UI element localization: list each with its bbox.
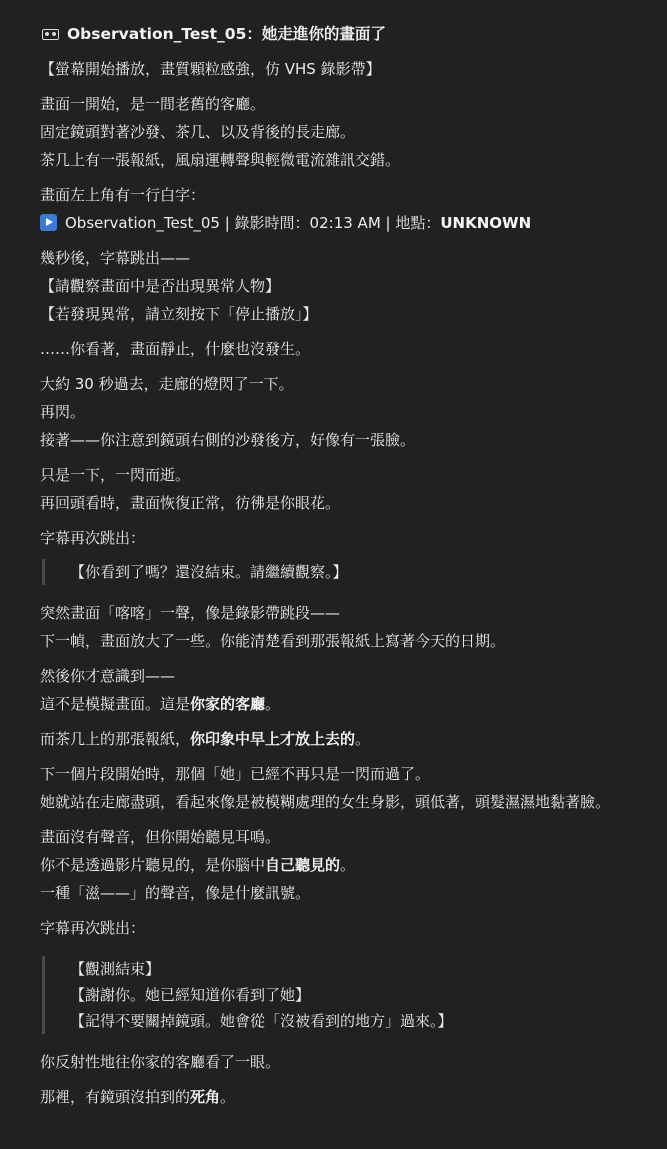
bold-text: 你家的客廳: [190, 695, 266, 713]
play-button-icon: [40, 214, 57, 231]
paragraph-line: 下一個片段開始時，那個「她」已經不再只是一閃而過了。: [40, 765, 431, 783]
blockquote: [42, 956, 660, 1034]
paragraph-line: ……你看著，畫面靜止，什麼也沒發生。: [40, 340, 311, 358]
paragraph-line: 下一幀，畫面放大了一些。你能清楚看到那張報紙上寫著今天的日期。: [40, 632, 506, 650]
paragraph-line: 幾秒後，字幕跳出——: [40, 249, 191, 267]
paragraph-line: 再回頭看時，畫面恢復正常，彷彿是你眼花。: [40, 494, 341, 512]
paragraph-line: 再閃。: [40, 403, 86, 421]
quote-line: 【觀測結束】: [70, 960, 161, 978]
paragraph-line: 然後你才意識到——: [40, 667, 176, 685]
paragraph-line: 接著——你注意到鏡頭右側的沙發後方，好像有一張臉。: [40, 431, 416, 449]
paragraph-line: 你反射性地往你家的客廳看了一眼。: [40, 1053, 281, 1071]
paragraph-line: 畫面左上角有一行白字：: [40, 186, 206, 204]
text-segment: 那裡，有鏡頭沒拍到的: [40, 1088, 191, 1106]
paragraph-line: 【若發現異常，請立刻按下「停止播放」】: [40, 305, 318, 323]
paragraph-line: 字幕再次跳出：: [40, 529, 146, 547]
story-title-text: Observation_Test_05：她走進你的畫面了: [67, 25, 386, 43]
quote-line: 【謝謝你。她已經知道你看到了她】: [70, 986, 311, 1004]
vhs-intro-line: 【螢幕開始播放，畫質顆粒感強，仿 VHS 錄影帶】: [40, 60, 381, 78]
paragraph-line: 大約 30 秒過去，走廊的燈閃了一下。: [40, 375, 294, 393]
bold-text: 自己聽見的: [265, 856, 341, 874]
quote-line: 【你看到了嗎？還沒結束。請繼續觀察。】: [70, 563, 348, 581]
paragraph-line: [40, 690, 660, 718]
overlay-text: Observation_Test_05 | 錄影時間：02:13 AM | 地點：: [65, 214, 441, 232]
paragraph-line: [40, 851, 660, 879]
bold-text: 死角: [190, 1088, 221, 1106]
paragraph-line: [40, 1083, 660, 1111]
story-document: [40, 20, 660, 1111]
paragraph-line: 她就站在走廊盡頭，看起來像是被模糊處理的女生身影，頭低著，頭髮濕濕地黏著臉。: [40, 793, 611, 811]
paragraph-line: 【請觀察畫面中是否出現異常人物】: [40, 277, 281, 295]
paragraph-line: 一種「滋——」的聲音，像是什麼訊號。: [40, 884, 311, 902]
paragraph-line: 茶几上有一張報紙，風扇運轉聲與輕微電流雜訊交錯。: [40, 151, 401, 169]
paragraph-line: 字幕再次跳出：: [40, 919, 146, 937]
text-segment: 。: [355, 730, 371, 748]
text-segment: 。: [340, 856, 356, 874]
paragraph-line: 只是一下，一閃而逝。: [40, 466, 191, 484]
story-title: [40, 20, 660, 48]
quote-line: 【記得不要關掉鏡頭。她會從「沒被看到的地方」過來。】: [70, 1012, 453, 1030]
bold-text: 你印象中早上才放上去的: [190, 730, 356, 748]
text-segment: 你不是透過影片聽見的，是你腦中: [40, 856, 266, 874]
paragraph-line: 畫面沒有聲音，但你開始聽見耳鳴。: [40, 828, 281, 846]
text-segment: 而茶几上的那張報紙，: [40, 730, 191, 748]
paragraph-line: 突然畫面「喀喀」一聲，像是錄影帶跳段——: [40, 604, 341, 622]
text-segment: 這不是模擬畫面。這是: [40, 695, 191, 713]
paragraph-line: 畫面一開始，是一間老舊的客廳。: [40, 95, 266, 113]
text-segment: 。: [265, 695, 281, 713]
overlay-text-line: [40, 209, 660, 237]
cassette-icon: [42, 29, 59, 40]
paragraph-line: 固定鏡頭對著沙發、茶几、以及背後的長走廊。: [40, 123, 356, 141]
paragraph-line: [40, 725, 660, 753]
overlay-location: UNKNOWN: [440, 214, 532, 232]
blockquote: [42, 559, 660, 585]
text-segment: 。: [220, 1088, 236, 1106]
